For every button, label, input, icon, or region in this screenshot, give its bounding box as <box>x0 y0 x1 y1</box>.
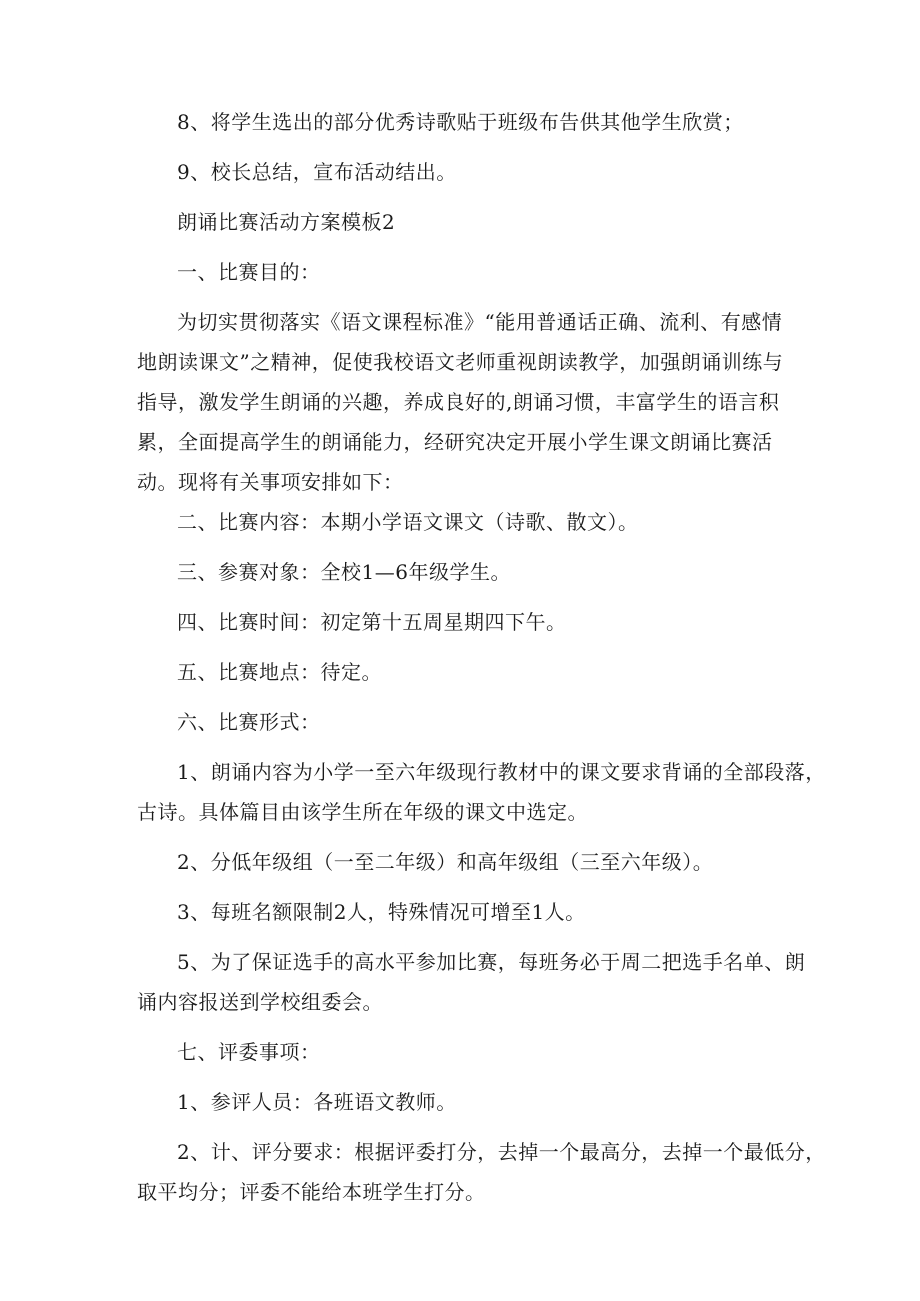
text-line: 朗诵比赛活动方案模板2 <box>177 210 396 234</box>
format-item-5 <box>137 942 806 1022</box>
section-heading-format <box>137 702 797 742</box>
text-line: 为切实贯彻落实《语文课程标准》“能用普通话正确、流利、有感情 <box>177 310 783 334</box>
text-line: 累，全面提高学生的朗诵能力，经研究决定开展小学生课文朗诵比赛活 <box>137 430 773 454</box>
format-item-1 <box>137 752 826 832</box>
format-item-3 <box>137 892 797 932</box>
text-line: 一、比赛目的： <box>177 260 321 284</box>
paragraph-purpose-body <box>137 302 797 502</box>
text-line: 七、评委事项： <box>177 1040 321 1064</box>
text-line: 2、分低年级组（一至二年级）和高年级组（三至六年级）。 <box>177 850 714 874</box>
text-line: 取平均分；评委不能给本班学生打分。 <box>137 1180 486 1204</box>
text-line: 二、比赛内容：本期小学语文课文（诗歌、散文）。 <box>177 510 639 534</box>
text-line: 指导，激发学生朗诵的兴趣，养成良好的,朗诵习惯，丰富学生的语言积 <box>137 390 780 414</box>
text-line: 三、参赛对象：全校1—6年级学生。 <box>177 560 511 584</box>
section-heading-purpose <box>137 252 797 292</box>
judges-item-2 <box>137 1132 826 1212</box>
text-line: 5、为了保证选手的高水平参加比赛，每班务必于周二把选手名单、朗 <box>177 950 806 974</box>
text-line: 1、朗诵内容为小学一至六年级现行教材中的课文要求背诵的全部段落， <box>177 760 826 784</box>
section-time <box>137 602 797 642</box>
section-heading-judges <box>137 1032 797 1072</box>
text-line: 六、比赛形式： <box>177 710 321 734</box>
text-line: 五、比赛地点：待定。 <box>177 660 382 684</box>
judges-item-1 <box>137 1082 797 1122</box>
section-content <box>137 502 797 542</box>
section-heading-template-2 <box>137 202 797 242</box>
text-line: 动。现将有关事项安排如下： <box>137 470 404 494</box>
paragraph-item-9 <box>137 152 797 192</box>
section-participants <box>137 552 797 592</box>
text-line: 1、参评人员：各班语文教师。 <box>177 1090 457 1114</box>
text-line: 8、将学生选出的部分优秀诗歌贴于班级布告供其他学生欣赏； <box>177 110 744 134</box>
text-line: 地朗读课文”之精神，促使我校语文老师重视朗读教学，加强朗诵训练与 <box>137 350 784 374</box>
text-line: 诵内容报送到学校组委会。 <box>137 990 383 1014</box>
text-line: 四、比赛时间：初定第十五周星期四下午。 <box>177 610 567 634</box>
text-line: 3、每班名额限制2人，特殊情况可增至1人。 <box>177 900 586 924</box>
format-item-2 <box>137 842 797 882</box>
section-location <box>137 652 797 692</box>
text-line: 9、校长总结，宣布活动结出。 <box>177 160 457 184</box>
text-line: 古诗。具体篇目由该学生所在年级的课文中选定。 <box>137 800 588 824</box>
paragraph-item-8 <box>137 102 797 142</box>
text-line: 2、计、评分要求：根据评委打分，去掉一个最高分，去掉一个最低分， <box>177 1140 826 1164</box>
